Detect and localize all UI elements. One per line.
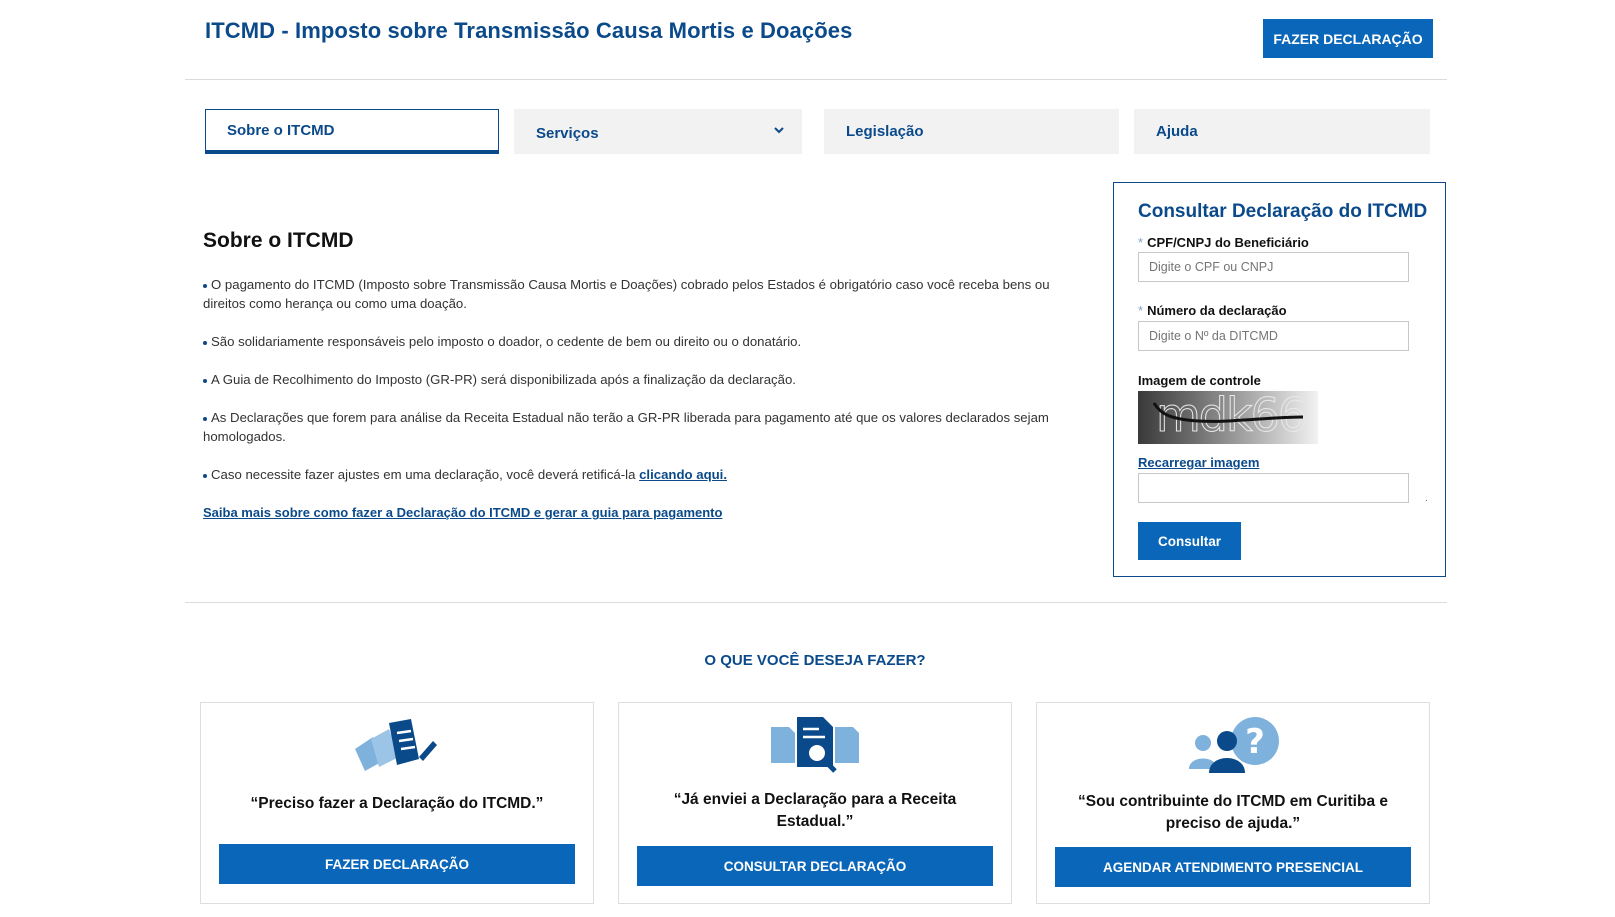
list-item: São solidariamente responsáveis pelo imposto o doador, o cedente de bem ou direito ou o donatário.: [203, 332, 1073, 351]
captcha-noise-icon: [1138, 391, 1318, 444]
declaration-number-label: * Número da declaração: [1138, 303, 1287, 318]
chevron-down-icon: [772, 123, 786, 137]
consult-declaration-button[interactable]: CONSULTAR DECLARAÇÃO: [637, 846, 993, 886]
bullet-icon: [203, 284, 207, 288]
tab-servicos[interactable]: [514, 109, 802, 154]
learn-more-link[interactable]: Saiba mais sobre como fazer a Declaração do ITCMD e gerar a guia para pagamento: [203, 505, 723, 520]
card-text: “Preciso fazer a Declaração do ITCMD.”: [250, 795, 544, 812]
bullet-icon: [203, 379, 207, 383]
card-text: “Sou contribuinte do ITCMD em Curitiba e preciso de ajuda.”: [1078, 793, 1388, 832]
query-panel: [1113, 182, 1446, 577]
action-card-consult: [618, 702, 1012, 904]
page-title: ITCMD - Imposto sobre Transmissão Causa Mortis e Doações: [205, 18, 853, 43]
header-divider: [185, 79, 1447, 80]
about-list: [203, 275, 1073, 503]
people-question-icon: [1185, 717, 1281, 773]
make-declaration-button[interactable]: FAZER DECLARAÇÃO: [219, 844, 575, 884]
list-item: As Declarações que forem para análise da Receita Estadual não terão a GR-PR liberada para pagamento até que os valores declarados sejam homologados.: [203, 410, 1049, 444]
action-card-make: [200, 702, 594, 904]
required-mark: *: [1138, 235, 1144, 250]
trailing-mark: .: [1425, 493, 1428, 504]
tab-label: Legislação: [846, 123, 924, 140]
tab-legislacao[interactable]: [824, 109, 1119, 154]
card-text: “Já enviei a Declaração para a Receita Estadual.”: [673, 791, 957, 830]
action-card-help: [1036, 702, 1430, 904]
make-declaration-header-button[interactable]: FAZER DECLARAÇÃO: [1263, 19, 1433, 58]
tab-ajuda[interactable]: [1134, 109, 1430, 154]
list-item: A Guia de Recolhimento do Imposto (GR-PR) será disponibilizada após a finalização da declaração.: [203, 370, 1073, 389]
retify-link[interactable]: clicando aqui.: [639, 467, 728, 482]
document-search-icon: [767, 717, 863, 773]
cpf-label: * CPF/CNPJ do Beneficiário: [1138, 235, 1309, 250]
section-divider: [185, 602, 1447, 603]
required-mark: *: [1138, 303, 1144, 318]
tab-label: Sobre o ITCMD: [227, 121, 335, 139]
documents-pen-icon: [349, 717, 445, 773]
bullet-icon: [203, 474, 207, 478]
about-title: Sobre o ITCMD: [203, 229, 354, 252]
svg-text:?: ?: [1245, 722, 1265, 762]
captcha-text: mdk66: [1156, 391, 1306, 442]
consult-button[interactable]: Consultar: [1138, 522, 1241, 560]
tab-sobre-itcmd[interactable]: [205, 109, 499, 154]
list-item: O pagamento do ITCMD (Imposto sobre Transmissão Causa Mortis e Doações) cobrado pelos Estados é obrigatório caso você receba bens ou direitos como herança ou como uma doação.: [203, 277, 1050, 311]
cpf-input[interactable]: [1138, 252, 1409, 282]
captcha-image: [1138, 391, 1318, 444]
declaration-number-input[interactable]: [1138, 321, 1409, 351]
actions-heading: O QUE VOCÊ DESEJA FAZER?: [704, 652, 926, 669]
captcha-input[interactable]: [1138, 473, 1409, 503]
bullet-icon: [203, 341, 207, 345]
list-item: Caso necessite fazer ajustes em uma declaração, você deverá retificá-la clicando aqui.: [203, 465, 1073, 484]
query-panel-title: Consultar Declaração do ITCMD: [1138, 201, 1428, 222]
schedule-appointment-button[interactable]: AGENDAR ATENDIMENTO PRESENCIAL: [1055, 847, 1411, 887]
tab-label: Serviços: [536, 125, 599, 142]
tab-label: Ajuda: [1156, 123, 1198, 140]
bullet-icon: [203, 417, 207, 421]
reload-captcha-link[interactable]: Recarregar imagem: [1138, 455, 1260, 470]
captcha-label: Imagem de controle: [1138, 373, 1261, 388]
